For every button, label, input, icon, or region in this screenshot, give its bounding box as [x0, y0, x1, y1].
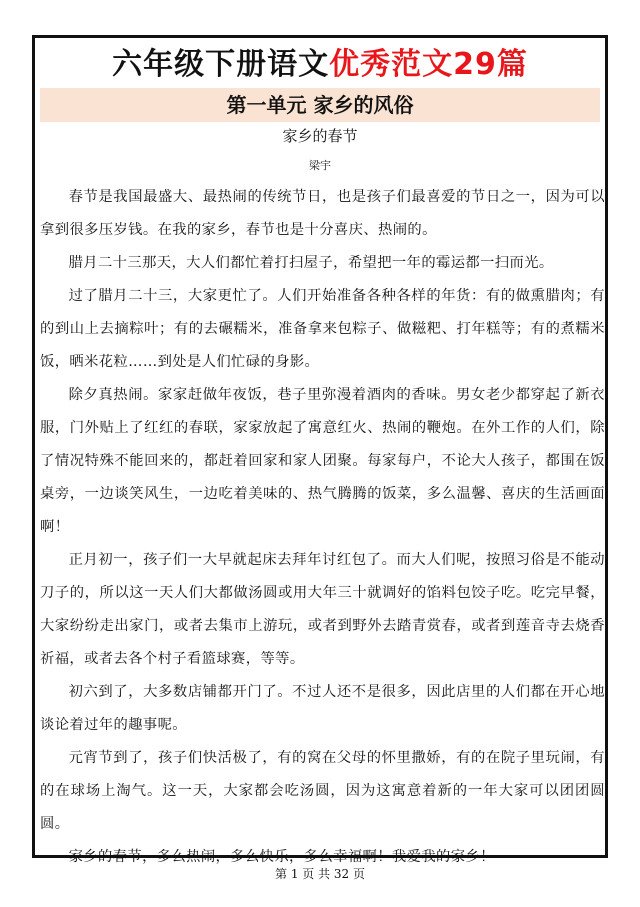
- page-frame: [32, 35, 608, 865]
- page-number: 第 1 页 共 32 页: [275, 867, 365, 881]
- essay-paragraph: 正月初一，孩子们一大早就起床去拜年讨红包了。而大人们呢，按照习俗是不能动刀子的，所以这一天人们大都做汤圆或用大年三十就调好的馅料包饺子吃。吃完早餐，大家纷纷走出家门，或者去集市上游玩，或者到野外去踏青赏春，或者到莲音寺去烧香祈福，或者去各个村子看篮球赛，等等。: [40, 552, 605, 667]
- essay-paragraph: 过了腊月二十三，大家更忙了。人们开始准备各种各样的年货：有的做熏腊肉；有的到山上去摘粽叶；有的去碾糯米，准备拿来包粽子、做糍粑、打年糕等；有的煮糯米饭，晒米花粒……到处是人们忙碌的身影。: [40, 288, 605, 370]
- unit-heading: 第一单元 家乡的风俗: [40, 88, 600, 122]
- essay-author: 梁宇: [309, 159, 331, 172]
- essay-paragraph: 腊月二十三那天，大人们都忙着打扫屋子，希望把一年的霉运都一扫而光。: [68, 255, 554, 271]
- essay-paragraph: 除夕真热闹。家家赶做年夜饭，巷子里弥漫着酒肉的香味。男女老少都穿起了新衣服，门外贴上了红红的春联，家家放起了寓意红火、热闹的鞭炮。在外工作的人们，除了情况特殊不能回来的，都赶着回家和家人团聚。每家每户，不论大人孩子，都围在饭桌旁，一边谈笑风生，一边吃着美味的、热气腾腾的饭菜，多么温馨、喜庆的生活画面啊！: [40, 387, 605, 535]
- document-title: [35, 42, 605, 88]
- essay-title: 家乡的春节: [282, 127, 358, 145]
- essay-paragraph: 初六到了，大多数店铺都开门了。不过人还不是很多，因此店里的人们都在开心地谈论着过年的趣事呢。: [40, 684, 605, 733]
- title-grade-part: 六年级下册语文: [112, 47, 330, 82]
- essay-paragraph: 家乡的春节，多么热闹，多么快乐，多么幸福啊！我爱我的家乡！: [68, 849, 495, 865]
- essay-body: [40, 181, 605, 874]
- title-highlight-part: 优秀范文29篇: [329, 47, 528, 82]
- essay-paragraph: 春节是我国最盛大、最热闹的传统节日，也是孩子们最喜爱的节日之一，因为可以拿到很多压岁钱。在我的家乡，春节也是十分喜庆、热闹的。: [40, 189, 605, 238]
- essay-paragraph: 元宵节到了，孩子们快活极了，有的窝在父母的怀里撒娇，有的在院子里玩闹，有的在球场上淘气。这一天，大家都会吃汤圆，因为这寓意着新的一年大家可以团团圆圆。: [40, 750, 605, 832]
